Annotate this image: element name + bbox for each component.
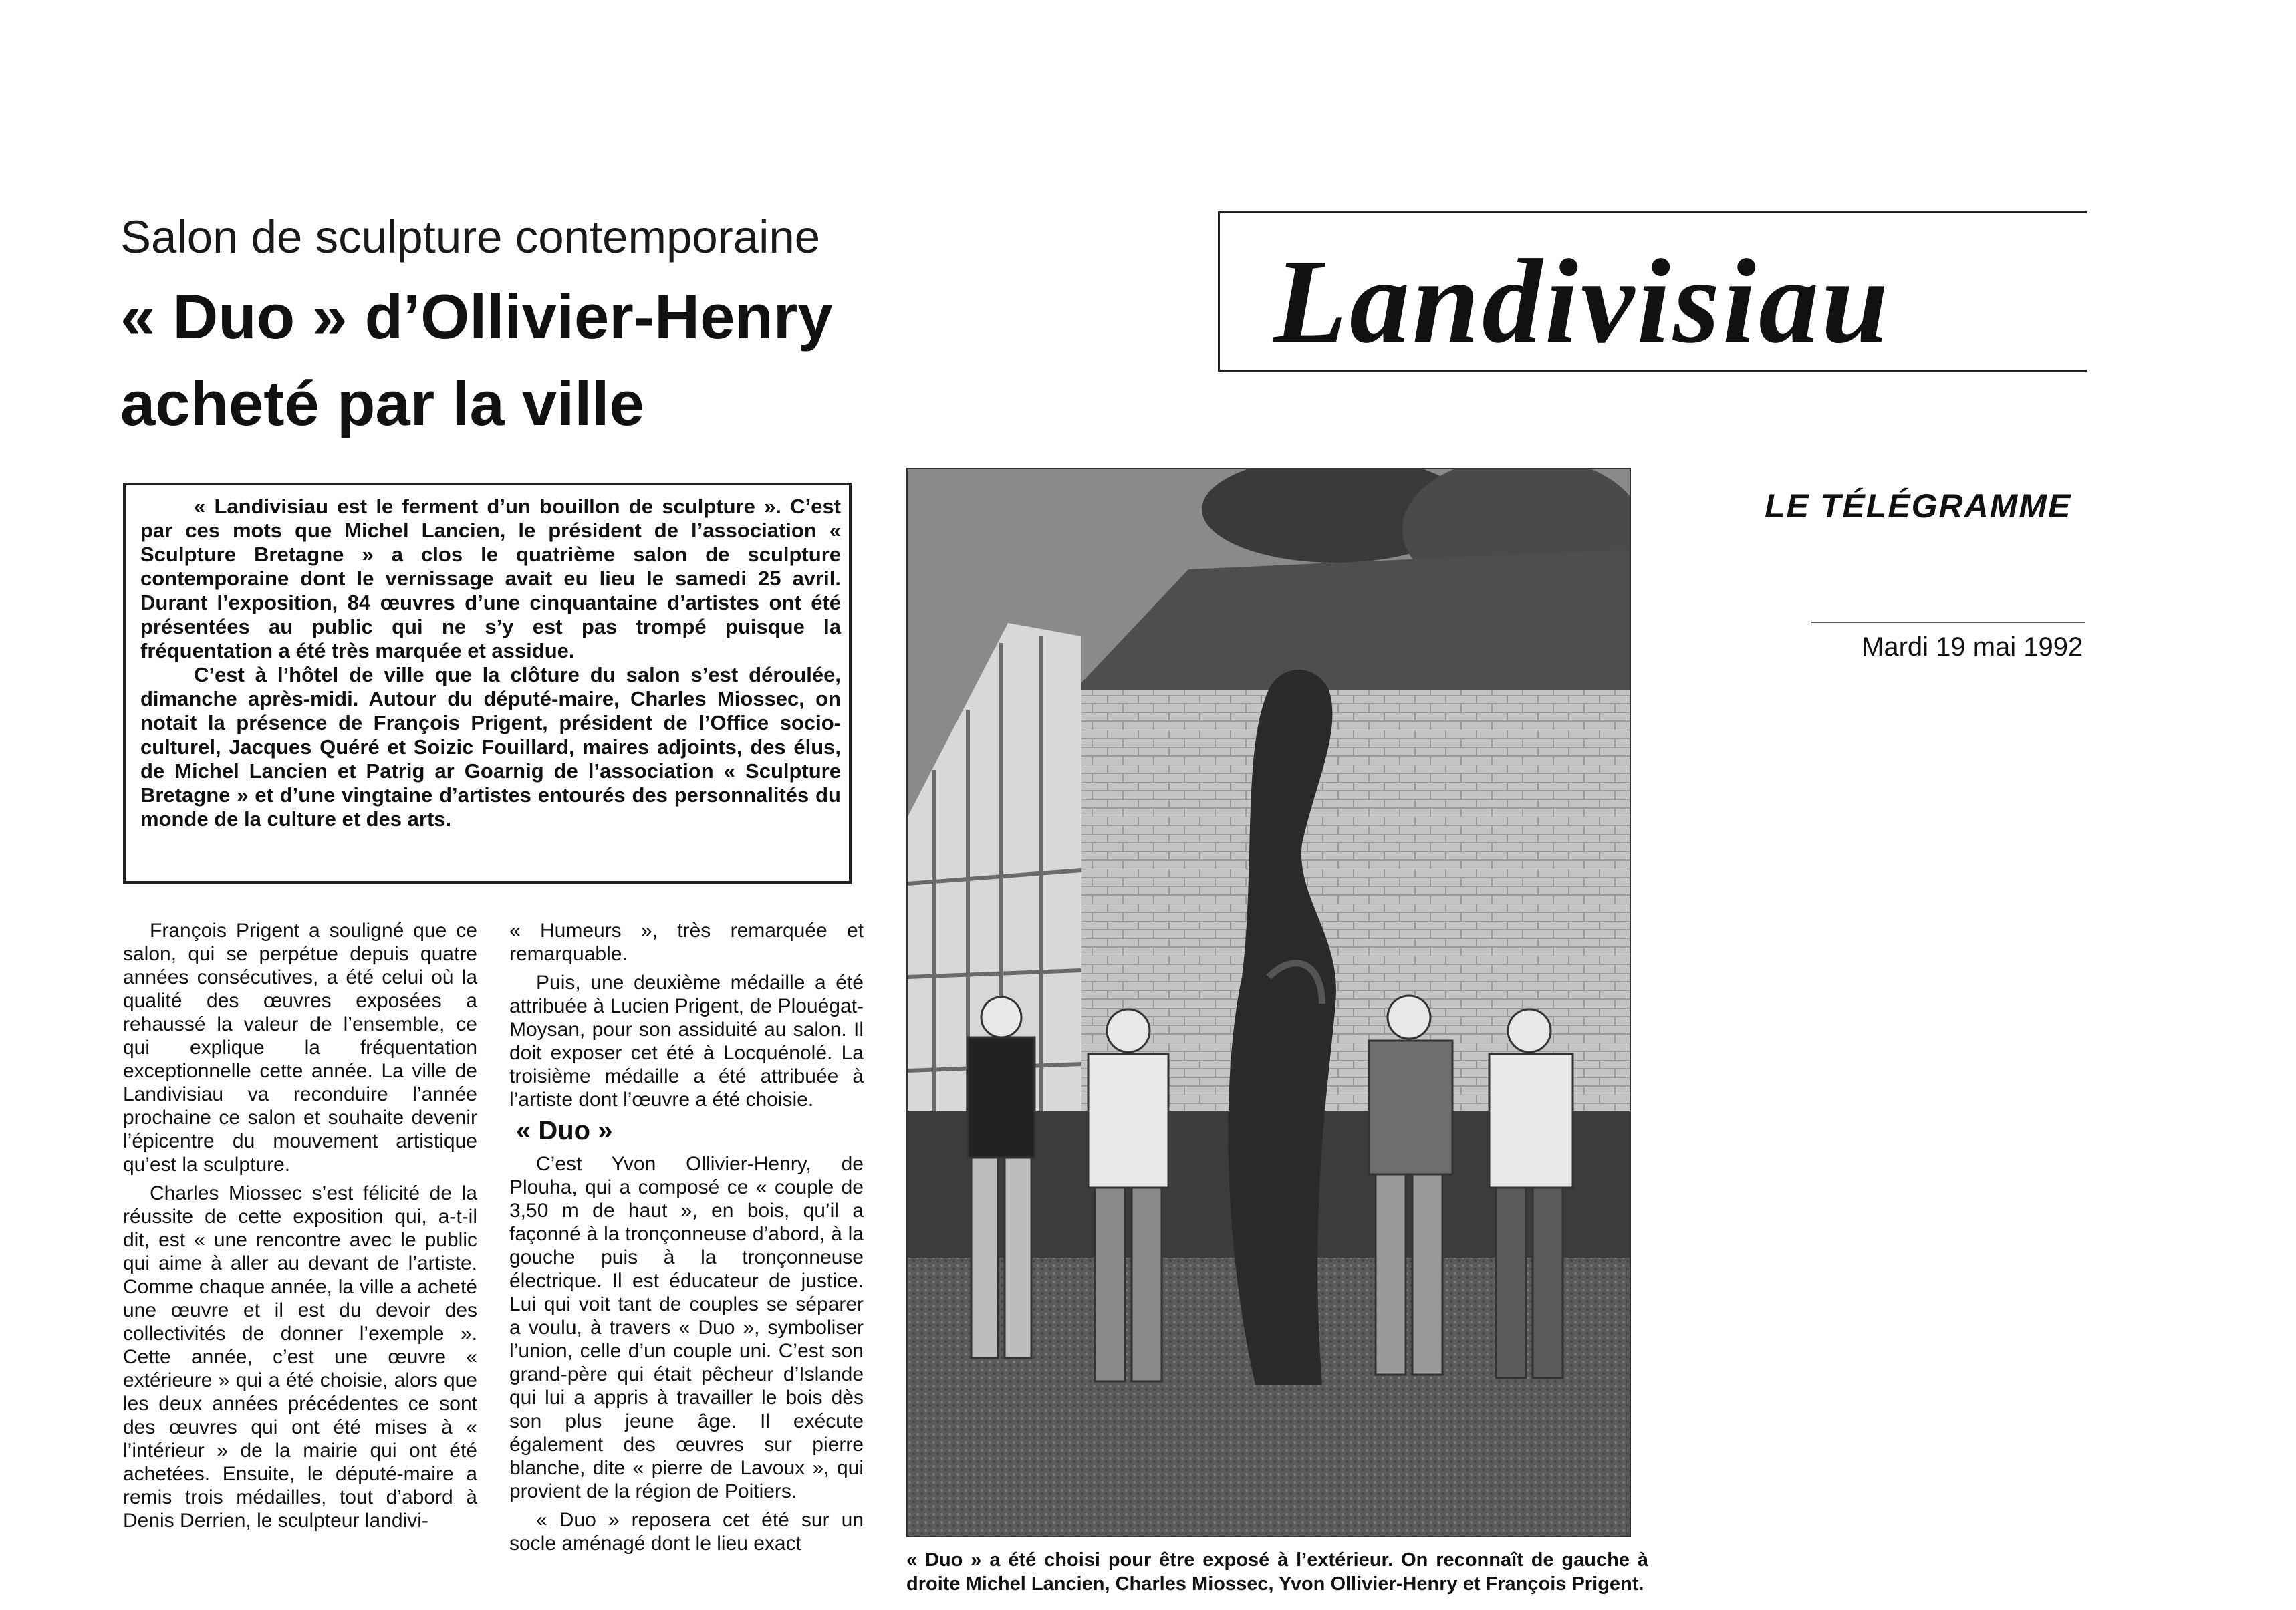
section-subhead: « Duo » — [516, 1116, 613, 1146]
headline-line-1: « Duo » d’Ollivier-Henry — [120, 281, 833, 352]
town-name: Landivisiau — [1273, 235, 1892, 368]
town-banner — [1218, 211, 2087, 372]
body-paragraph: Charles Miossec s’est félicité de la réussite de cette exposition qui, a-t-il dit, est « une rencontre avec le public qui aime à aller au devant de l’artiste. Comme chaque année, la ville a acheté une œuvre et il est du devoir des collectivités de donner l’exemple ». Cette année, c’est une œuvre « extérieure » qui a été choisie, alors que les deux années précédentes ce sont des œuvres qui ont été mises à « l’intérieur » de la mairie qui ont été achetées. Ensuite, le député-maire a remis trois médailles, tout d’abord à Denis Derrien, le sculpteur landivi- — [123, 1182, 477, 1532]
intro-paragraph: C’est à l’hôtel de ville que la clôture du salon s’est déroulée, dimanche après-midi. Autour du député-maire, Charles Miossec, on notait la présence de François Prigent, président de l’Office socio-culturel, Jacques Quéré et Soizic Fouillard, maires adjoints, des élus, de Michel Lancien et Patrig ar Goarnig de l’association « Sculpture Bretagne » et d’une vingtaine d’artistes entourés des personnalités du monde de la culture et des arts. — [140, 663, 841, 831]
body-paragraph: « Humeurs », très remarquée et remarquable. — [509, 920, 864, 965]
headline-line-2: acheté par la ville — [120, 368, 644, 438]
sculpture-photo — [906, 468, 1631, 1537]
body-paragraph: « Duo » reposera cet été sur un socle aménagé dont le lieu exact — [509, 1509, 864, 1555]
body-paragraph: Puis, une deuxième médaille a été attribuée à Lucien Prigent, de Plouégat-Moysan, pour son assiduité au salon. Il doit exposer cet été à Locquénolé. La troisième médaille a été attribuée à l’artiste dont l’œuvre a été choisie. — [509, 972, 864, 1111]
body-paragraph: François Prigent a souligné que ce salon, qui se perpétue depuis quatre années consécutives, a été celui où la qualité des œuvres exposées a rehaussé la valeur de l’ensemble, ce qui explique la fréquentation exceptionnelle cette année. La ville de Landivisiau va reconduire l’année prochaine ce salon et souhaite devenir l’épicentre du mouvement artistique qu’est la sculpture. — [123, 920, 477, 1176]
publication-date: Mardi 19 mai 1992 — [1862, 632, 2083, 662]
article-column-1 — [123, 919, 477, 1610]
body-paragraph: C’est Yvon Ollivier-Henry, de Plouha, qui a composé ce « couple de 3,50 m de haut », en bois, qu’il a façonné à la tronçonneuse d’abord, à la gouche puis à la tronçonneuse électrique. Il est éducateur de justice. Lui qui voit tant de couples se séparer a voulu, à travers « Duo », symboliser l’union, celle d’un couple uni. C’est son grand-père qui était pêcheur d’Islande qui lui a appris à travailler le bois dès son plus jeune âge. Il exécute également des œuvres sur pierre blanche, dite « pierre de Lavoux », qui provient de la région de Poitiers. — [509, 1153, 864, 1502]
kicker: Salon de sculpture contemporaine — [120, 211, 821, 263]
intro-box — [123, 483, 852, 884]
article-column-2 — [509, 919, 864, 1610]
date-rule — [1811, 622, 2085, 623]
photo-caption: « Duo » a été choisi pour être exposé à l’extérieur. On reconnaît de gauche à droite Michel Lancien, Charles Miossec, Yvon Ollivier-Henry et François Prigent. — [906, 1549, 1648, 1595]
photo-illustration — [908, 469, 1631, 1537]
newspaper-name: LE TÉLÉGRAMME — [1765, 487, 2072, 525]
intro-paragraph: « Landivisiau est le ferment d’un bouillon de sculpture ». C’est par ces mots que Michel Lancien, le président de l’association « Sculpture Bretagne » a clos le quatrième salon de sculpture contemporaine dont le vernissage avait eu lieu le samedi 25 avril. Durant l’exposition, 84 œuvres d’une cinquantaine d’artistes ont été présentées au public qui ne s’y est pas trompé puisque la fréquentation a été très marquée et assidue. — [140, 495, 841, 662]
